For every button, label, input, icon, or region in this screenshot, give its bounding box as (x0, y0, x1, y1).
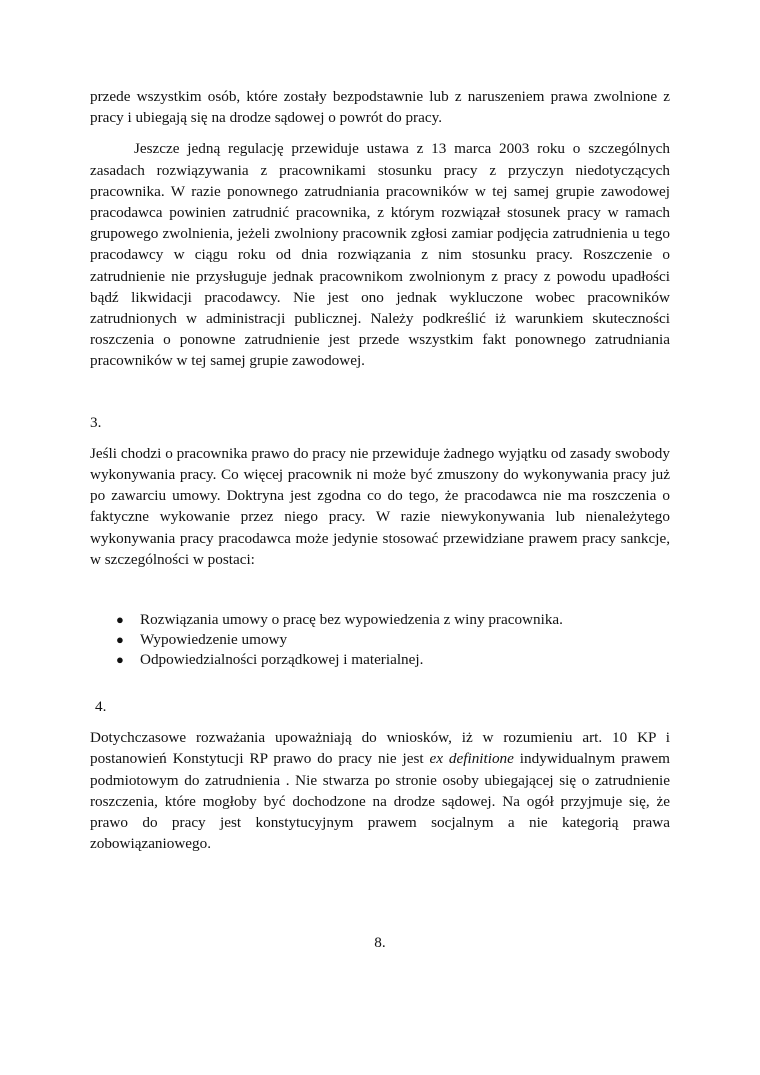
bullet-list (116, 610, 670, 670)
section-4-number: 4. (95, 698, 107, 716)
section-3-text: Jeśli chodzi o pracownika prawo do pracy nie przewiduje żadnego wyjątku od zasady swobody wykonywania pracy. Co więcej pracownik ni może być zmuszony do wykonywania pracy już po zawarciu umowy. Doktryna jest zgodna co do tego, że pracodawca nie ma roszczenia o faktyczne wykowanie przez niego pracy. W razie niewykonywania lub nienależytego wykonywania pracy pracodawca może jedynie stosować przewidziane prawem pracy sankcje, w szczególności w postaci: (90, 444, 670, 568)
bullet-icon: ● (116, 612, 124, 628)
list-item-text: Odpowiedzialności porządkowej i materialnej. (140, 651, 424, 669)
section-4-text-before: Dotychczasowe rozważania upoważniają do wniosków, iż w rozumieniu art. 10 KP i postanowień Konstytucji RP prawo do pracy nie jest (90, 729, 670, 768)
list-item (116, 610, 670, 630)
list-item-text: Wypowiedzenie umowy (140, 631, 288, 649)
list-item (116, 650, 670, 670)
section-4-italic-term: ex definitione (429, 750, 514, 768)
bullet-icon: ● (116, 652, 124, 668)
section-4-text (90, 727, 670, 854)
bullet-icon: ● (116, 632, 124, 648)
section-3-number: 3. (90, 413, 102, 431)
document-page (90, 86, 670, 854)
page-number: 8. (374, 934, 386, 951)
section-4-text-after: indywidualnym prawem podmiotowym do zatrudnienia . Nie stwarza po stronie osoby ubiegającej się o zatrudnienie roszczenia, które mogłoby być dochodzone na drodze sądowej. Na ogół przyjmuje się, że prawo do pracy jest konstytucyjnym prawem socjalnym a nie kategorią prawa zobowiązaniowego. (90, 750, 670, 853)
paragraph-2: Jeszcze jedną regulację przewiduje ustawa z 13 marca 2003 roku o szczególnych zasadach rozwiązywania z pracownikami stosunku pracy z przyczyn niedotyczących pracownika. W razie ponownego zatrudniania pracowników w tej samej grupie zawodowej pracodawca powinien zatrudnić pracownika, z którym rozwiązał stosunek pracy w ramach grupowego zwolnienia, jeżeli zwolniony pracownik zgłosi zamiar podjęcia zatrudnienia u tego pracodawcy w ciągu roku od dnia rozwiązania z nim stosunku pracy. Roszczenie o zatrudnienie nie przysługuje jednak pracownikom zwolnionym z pracy z powodu upadłości bądź likwidacji pracodawcy. Nie jest ono jednak wykluczone wobec pracowników zatrudnionych w administracji publicznej. Należy podkreślić iż warunkiem skuteczności roszczenia o ponowne zatrudnienie jest przede wszystkim fakt ponownego zatrudniania pracowników w tej samej grupie zawodowej. (90, 140, 670, 370)
paragraph-1: przede wszystkim osób, które zostały bezpodstawnie lub z naruszeniem prawa zwolnione z pracy i ubiegają się na drodze sądowej o powrót do pracy. (90, 88, 670, 127)
list-item (116, 630, 670, 650)
list-item-text: Rozwiązania umowy o pracę bez wypowiedzenia z winy pracownika. (140, 611, 563, 629)
